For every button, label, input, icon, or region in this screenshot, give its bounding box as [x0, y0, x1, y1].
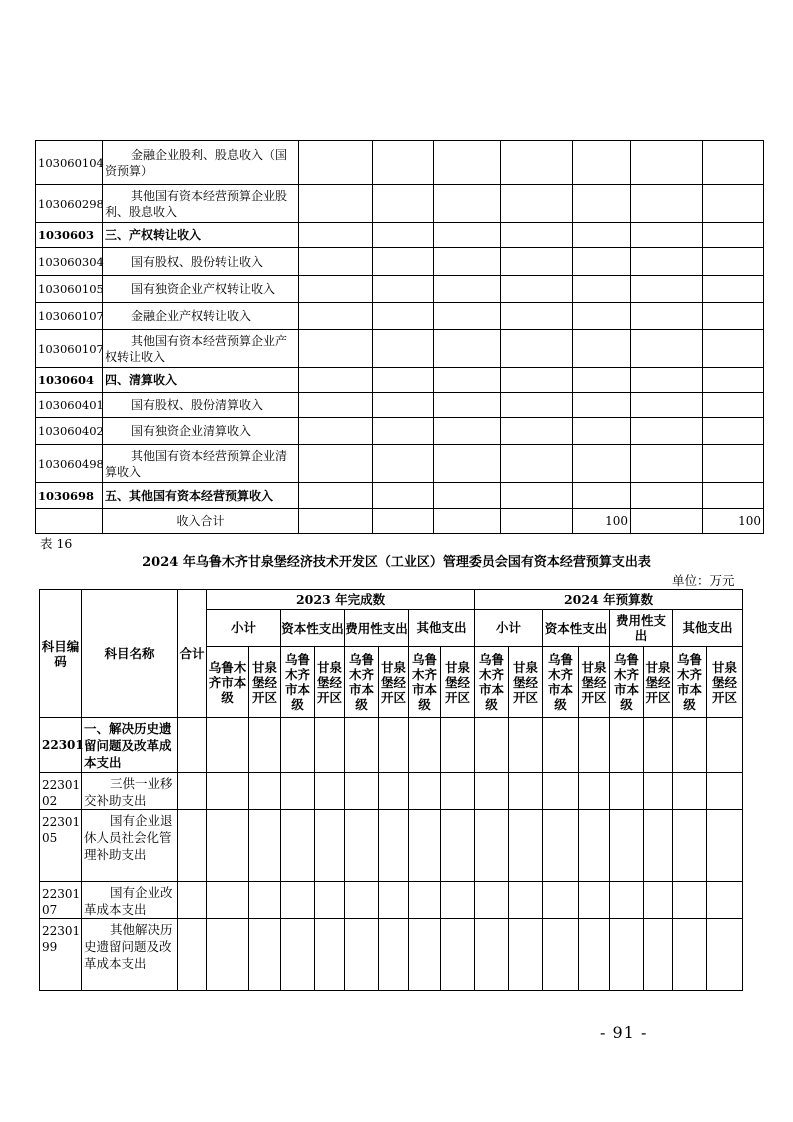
row-value-cell: [573, 483, 631, 509]
row-value-cell: [434, 445, 501, 483]
row-name: 金融企业股利、股息收入（国资预算）: [103, 141, 299, 185]
row-value-cell: [249, 773, 281, 810]
row-value-cell: [409, 810, 441, 882]
row-value-cell: [315, 810, 345, 882]
row-value-cell: [299, 303, 373, 330]
row-value-cell: [207, 882, 249, 919]
row-value-cell: [409, 718, 441, 773]
row-value-cell: [644, 773, 673, 810]
row-value-cell: [644, 882, 673, 919]
row-value-cell: [345, 773, 379, 810]
row-value-cell: [475, 773, 509, 810]
row-value-cell: [249, 882, 281, 919]
row-value-cell: [207, 919, 249, 991]
row-value-cell: [281, 882, 315, 919]
header-2024-other: 其他支出: [673, 610, 743, 647]
row-value-cell: [249, 718, 281, 773]
row-code: 103060402: [36, 418, 103, 445]
row-value-cell: [573, 330, 631, 368]
header-2023-expense: 费用性支出: [345, 610, 409, 647]
row-name: 三、产权转让收入: [103, 223, 299, 248]
header-city: 乌鲁木齐市本级: [345, 647, 379, 718]
row-value-cell: [707, 810, 743, 882]
row-value-cell: [434, 223, 501, 248]
row-value-cell: [379, 718, 409, 773]
header-city: 乌鲁木齐市本级: [543, 647, 579, 718]
row-value-cell: [373, 393, 434, 418]
row-value-cell: [631, 276, 703, 303]
row-code: 2230107: [40, 882, 82, 919]
row-value-cell: [281, 810, 315, 882]
page-number: - 91 -: [600, 1023, 648, 1042]
row-value-cell: [441, 773, 475, 810]
row-value-cell: [207, 773, 249, 810]
row-code: 103060304: [36, 248, 103, 276]
table-row: [36, 483, 764, 509]
table-row: [36, 276, 764, 303]
row-value-cell: [409, 919, 441, 991]
row-code: 103060298: [36, 185, 103, 223]
row-value-cell: [673, 919, 707, 991]
row-value-cell: [707, 882, 743, 919]
row-value-cell: [703, 141, 764, 185]
row-value-cell: [379, 919, 409, 991]
row-code: 103060401: [36, 393, 103, 418]
row-value-cell: [434, 483, 501, 509]
row-value-cell: [379, 810, 409, 882]
row-name: 国有股权、股份转让收入: [103, 248, 299, 276]
row-value-cell: [315, 919, 345, 991]
row-value-cell: [315, 773, 345, 810]
row-value-cell: [703, 185, 764, 223]
header-city: 乌鲁木齐市本级: [409, 647, 441, 718]
expense-table: [39, 589, 743, 991]
row-value-cell: [509, 718, 543, 773]
row-value-cell: [249, 919, 281, 991]
row-value-cell: [373, 223, 434, 248]
row-value-cell: [441, 882, 475, 919]
row-name: [82, 919, 178, 991]
row-value-cell: [434, 248, 501, 276]
row-value-cell: [631, 248, 703, 276]
row-value-cell: [703, 330, 764, 368]
row-code: 103060105: [36, 276, 103, 303]
row-name: 其他国有资本经营预算企业股利、股息收入: [103, 185, 299, 223]
row-value-cell: [434, 368, 501, 393]
header-city: 乌鲁木齐市本级: [475, 647, 509, 718]
row-value-cell: [373, 248, 434, 276]
header-2023: 2023 年完成数: [207, 590, 475, 610]
row-value-cell: [299, 393, 373, 418]
header-2024-capital: 资本性支出: [543, 610, 610, 647]
table-row: [36, 330, 764, 368]
row-value-cell: [299, 483, 373, 509]
row-value-cell: [299, 418, 373, 445]
row-name: 金融企业产权转让收入: [103, 303, 299, 330]
row-value-cell: [509, 773, 543, 810]
row-name: 五、其他国有资本经营预算收入: [103, 483, 299, 509]
row-value-cell: [299, 248, 373, 276]
row-value-cell: [644, 718, 673, 773]
header-zone: 甘泉堡经开区: [315, 647, 345, 718]
table-row: [36, 248, 764, 276]
table-row: [40, 773, 743, 810]
row-value-cell: [434, 393, 501, 418]
table-row: [36, 368, 764, 393]
row-value-cell: [373, 276, 434, 303]
row-value-cell: [573, 185, 631, 223]
table-row: [40, 810, 743, 882]
row-value-cell: [373, 303, 434, 330]
table-row: [40, 718, 743, 773]
row-value-cell: [501, 368, 573, 393]
row-value-cell: [509, 882, 543, 919]
row-value-cell: [707, 919, 743, 991]
header-code: 科目编码: [40, 590, 82, 718]
row-value-cell: [373, 368, 434, 393]
header-zone: 甘泉堡经开区: [707, 647, 743, 718]
row-value-cell: [573, 248, 631, 276]
table-row: [36, 445, 764, 483]
row-value-cell: [379, 882, 409, 919]
row-name-text: 三供一业移交补助支出: [84, 776, 173, 808]
row-value-cell: [299, 368, 373, 393]
row-name: 国有股权、股份清算收入: [103, 393, 299, 418]
row-value-cell: [345, 810, 379, 882]
row-value-cell: [434, 141, 501, 185]
row-value-cell: [703, 483, 764, 509]
total-label: 收入合计: [103, 509, 299, 534]
row-value-cell: [281, 919, 315, 991]
row-value-cell: [501, 248, 573, 276]
row-value-cell: [207, 718, 249, 773]
row-value-cell: [509, 810, 543, 882]
row-code: 1030603: [36, 223, 103, 248]
row-value-cell: [610, 718, 644, 773]
row-value-cell: [441, 919, 475, 991]
row-value-cell: [509, 919, 543, 991]
row-value-cell: [373, 483, 434, 509]
row-value-cell: [703, 418, 764, 445]
table-row: [40, 882, 743, 919]
row-value-cell: [475, 718, 509, 773]
row-value-cell: [434, 330, 501, 368]
row-value-cell: [644, 919, 673, 991]
row-name: 国有独资企业产权转让收入: [103, 276, 299, 303]
header-city: 乌鲁木齐市本级: [281, 647, 315, 718]
row-value-cell: [299, 223, 373, 248]
row-value-cell: [178, 919, 207, 991]
row-code: 2230105: [40, 810, 82, 882]
row-value-cell: [631, 185, 703, 223]
row-value-cell: [501, 141, 573, 185]
row-value-cell: [178, 773, 207, 810]
row-value-cell: [501, 185, 573, 223]
header-2023-other: 其他支出: [409, 610, 475, 647]
row-value-cell: [501, 445, 573, 483]
table-row: [36, 393, 764, 418]
row-value-cell: [543, 773, 579, 810]
row-value-cell: [501, 393, 573, 418]
row-value-cell: [207, 810, 249, 882]
row-value-cell: [373, 445, 434, 483]
row-code: 103060107: [36, 303, 103, 330]
row-value-cell: [543, 718, 579, 773]
row-value-cell: [178, 810, 207, 882]
header-city: 乌鲁木齐市本级: [610, 647, 644, 718]
row-value-cell: [631, 223, 703, 248]
total-value-cell: 100: [703, 509, 764, 534]
row-value-cell: [373, 141, 434, 185]
header-zone: 甘泉堡经开区: [579, 647, 610, 718]
row-value-cell: [373, 330, 434, 368]
row-value-cell: [434, 185, 501, 223]
header-zone: 甘泉堡经开区: [249, 647, 281, 718]
row-value-cell: [631, 418, 703, 445]
row-value-cell: [579, 810, 610, 882]
table-row: [36, 303, 764, 330]
row-value-cell: [573, 141, 631, 185]
row-value-cell: [673, 882, 707, 919]
row-value-cell: [573, 223, 631, 248]
row-value-cell: [345, 718, 379, 773]
row-value-cell: [631, 483, 703, 509]
row-value-cell: [299, 445, 373, 483]
total-row: [36, 509, 764, 534]
row-code: 103060107: [36, 330, 103, 368]
row-value-cell: [579, 773, 610, 810]
row-value-cell: [644, 810, 673, 882]
row-value-cell: [579, 919, 610, 991]
row-code: 103060104: [36, 141, 103, 185]
row-value-cell: [299, 185, 373, 223]
header-2024: 2024 年预算数: [475, 590, 743, 610]
header-name: 科目名称: [82, 590, 178, 718]
table-row: [36, 418, 764, 445]
row-value-cell: [249, 810, 281, 882]
row-value-cell: [299, 141, 373, 185]
row-value-cell: [501, 483, 573, 509]
row-value-cell: [573, 303, 631, 330]
row-value-cell: [703, 445, 764, 483]
row-value-cell: [299, 276, 373, 303]
income-table: [35, 140, 764, 534]
row-value-cell: [373, 418, 434, 445]
header-city: 乌鲁木齐市本级: [673, 647, 707, 718]
row-value-cell: [441, 810, 475, 882]
total-value-cell: [299, 509, 373, 534]
row-value-cell: [543, 810, 579, 882]
header-2023-subtotal: 小计: [207, 610, 281, 647]
row-value-cell: [579, 718, 610, 773]
row-name: 国有独资企业清算收入: [103, 418, 299, 445]
table-row: [36, 223, 764, 248]
row-code: 1030604: [36, 368, 103, 393]
row-value-cell: [573, 418, 631, 445]
row-value-cell: [178, 882, 207, 919]
row-value-cell: [573, 393, 631, 418]
row-value-cell: [703, 393, 764, 418]
header-total: 合计: [178, 590, 207, 718]
row-value-cell: [631, 393, 703, 418]
table-row: [36, 141, 764, 185]
row-value-cell: [703, 303, 764, 330]
row-code: 103060498: [36, 445, 103, 483]
row-name-text: 其他解决历史遗留问题及改革成本支出: [84, 922, 173, 971]
row-name: [82, 718, 178, 773]
row-value-cell: [501, 276, 573, 303]
row-value-cell: [610, 919, 644, 991]
table-row: [36, 185, 764, 223]
row-value-cell: [707, 773, 743, 810]
row-value-cell: [345, 919, 379, 991]
row-value-cell: [475, 810, 509, 882]
row-code: 2230199: [40, 919, 82, 991]
header-zone: 甘泉堡经开区: [509, 647, 543, 718]
row-value-cell: [703, 276, 764, 303]
row-value-cell: [409, 773, 441, 810]
row-value-cell: [707, 718, 743, 773]
row-value-cell: [543, 919, 579, 991]
row-value-cell: [673, 718, 707, 773]
row-value-cell: [703, 368, 764, 393]
row-name: 其他国有资本经营预算企业产权转让收入: [103, 330, 299, 368]
row-value-cell: [475, 882, 509, 919]
row-value-cell: [501, 223, 573, 248]
header-zone: 甘泉堡经开区: [379, 647, 409, 718]
row-value-cell: [315, 882, 345, 919]
total-value-cell: [631, 509, 703, 534]
row-value-cell: [631, 303, 703, 330]
header-2024-subtotal: 小计: [475, 610, 543, 647]
row-name: 四、清算收入: [103, 368, 299, 393]
header-zone: 甘泉堡经开区: [644, 647, 673, 718]
row-value-cell: [379, 773, 409, 810]
row-value-cell: [543, 882, 579, 919]
header-city: 乌鲁木齐市本级: [207, 647, 249, 718]
row-code: 2230102: [40, 773, 82, 810]
header-2024-expense: 费用性支出: [610, 610, 673, 647]
row-value-cell: [501, 303, 573, 330]
row-value-cell: [631, 445, 703, 483]
row-value-cell: [573, 445, 631, 483]
unit-label: 单位：万元: [672, 573, 735, 588]
row-value-cell: [703, 223, 764, 248]
row-value-cell: [434, 418, 501, 445]
row-value-cell: [373, 185, 434, 223]
table-number-label: 表 16: [40, 536, 73, 551]
row-value-cell: [434, 276, 501, 303]
row-value-cell: [299, 330, 373, 368]
total-value-cell: 100: [573, 509, 631, 534]
row-value-cell: [673, 810, 707, 882]
row-value-cell: [475, 919, 509, 991]
row-code: 22301: [40, 718, 82, 773]
row-name-text: 国有企业改革成本支出: [84, 885, 173, 917]
total-value-cell: [373, 509, 434, 534]
row-value-cell: [573, 276, 631, 303]
row-name: [82, 882, 178, 919]
row-value-cell: [631, 141, 703, 185]
total-code-cell: [36, 509, 103, 534]
total-value-cell: [434, 509, 501, 534]
row-value-cell: [345, 882, 379, 919]
row-value-cell: [281, 718, 315, 773]
row-name: [82, 773, 178, 810]
row-value-cell: [631, 368, 703, 393]
row-name: 其他国有资本经营预算企业清算收入: [103, 445, 299, 483]
row-name-text: 一、解决历史遗留问题及改革成本支出: [84, 721, 172, 770]
row-value-cell: [673, 773, 707, 810]
row-value-cell: [610, 773, 644, 810]
row-value-cell: [579, 882, 610, 919]
row-value-cell: [441, 718, 475, 773]
table-title: 2024 年乌鲁木齐甘泉堡经济技术开发区（工业区）管理委员会国有资本经营预算支出表: [142, 555, 651, 570]
row-value-cell: [434, 303, 501, 330]
row-value-cell: [573, 368, 631, 393]
row-name-text: 国有企业退休人员社会化管理补助支出: [84, 813, 173, 862]
row-value-cell: [501, 330, 573, 368]
row-value-cell: [631, 330, 703, 368]
row-value-cell: [315, 718, 345, 773]
row-value-cell: [178, 718, 207, 773]
row-value-cell: [281, 773, 315, 810]
row-value-cell: [610, 882, 644, 919]
row-code: 1030698: [36, 483, 103, 509]
row-value-cell: [610, 810, 644, 882]
row-value-cell: [501, 418, 573, 445]
total-value-cell: [501, 509, 573, 534]
row-value-cell: [703, 248, 764, 276]
row-name: [82, 810, 178, 882]
header-2023-capital: 资本性支出: [281, 610, 345, 647]
header-zone: 甘泉堡经开区: [441, 647, 475, 718]
row-value-cell: [409, 882, 441, 919]
table-row: [40, 919, 743, 991]
